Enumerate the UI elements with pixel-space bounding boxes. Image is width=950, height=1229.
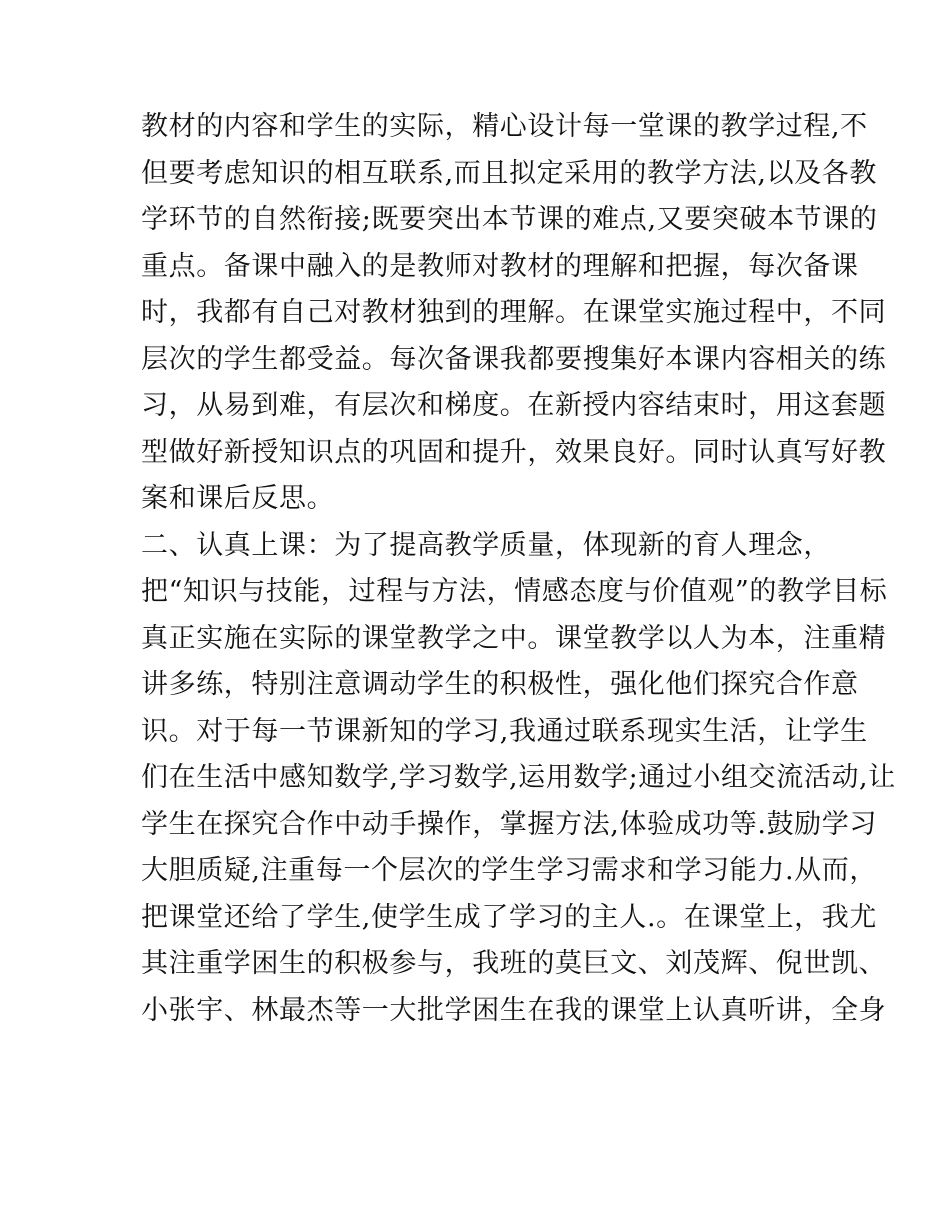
text-line: 重点。备课中融入的是教师对教材的理解和把握，每次备课 xyxy=(141,250,859,282)
text-line: 其注重学困生的积极参与，我班的莫巨文、刘茂辉、倪世凯、 xyxy=(141,948,887,979)
text-line: 把课堂还给了学生,使学生成了学习的主人.。在课堂上，我尤 xyxy=(141,901,877,933)
section-heading-line: 二、认真上课：为了提高教学质量，体现新的育人理念， xyxy=(141,529,831,561)
text-line: 习，从易到难，有层次和梯度。在新授内容结束时，用这套题 xyxy=(141,390,887,421)
text-line: 学环节的自然衔接;既要突出本节课的难点,又要突破本节课的 xyxy=(141,204,878,235)
text-line: 教材的内容和学生的实际，精心设计每一堂课的教学过程,不 xyxy=(141,111,868,142)
text-line: 时，我都有自己对教材独到的理解。在课堂实施过程中，不同 xyxy=(141,297,887,328)
text-line: 案和课后反思。 xyxy=(141,483,335,514)
text-line: 学生在探究合作中动手操作，掌握方法,体验成功等.鼓励学习 xyxy=(141,808,877,840)
text-line: 层次的学生都受益。每次备课我都要搜集好本课内容相关的练 xyxy=(141,343,887,375)
text-line: 们在生活中感知数学,学习数学,运用数学;通过小组交流活动,让 xyxy=(141,762,896,793)
text-line: 把“知识与技能，过程与方法，情感态度与价值观”的教学目标 xyxy=(141,576,888,607)
text-line: 识。对于每一节课新知的学习,我通过联系现实生活，让学生 xyxy=(141,715,868,747)
text-line: 但要考虑知识的相互联系,而且拟定采用的教学方法,以及各教 xyxy=(141,157,877,189)
text-line: 讲多练，特别注意调动学生的积极性，强化他们探究合作意 xyxy=(141,669,859,700)
text-line: 真正实施在实际的课堂教学之中。课堂教学以人为本，注重精 xyxy=(141,622,887,654)
document-body xyxy=(141,104,896,1034)
text-line: 大胆质疑,注重每一个层次的学生学习需求和学习能力.从而， xyxy=(141,855,877,886)
text-line: 型做好新授知识点的巩固和提升，效果良好。同时认真写好教 xyxy=(141,436,887,468)
text-line: 小张宇、林最杰等一大批学困生在我的课堂上认真听讲，全身 xyxy=(141,994,887,1026)
